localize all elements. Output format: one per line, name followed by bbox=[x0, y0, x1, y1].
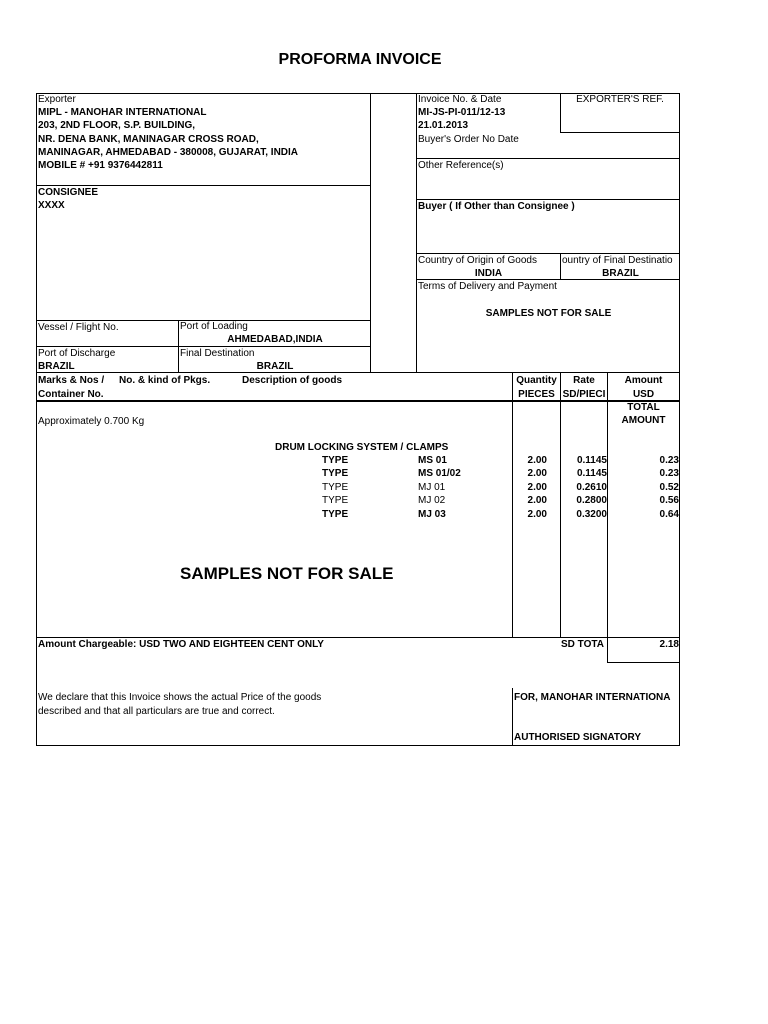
item-qty: 2.00 bbox=[527, 482, 547, 493]
origin-value: INDIA bbox=[474, 268, 503, 279]
item-rate: 0.2800 bbox=[576, 495, 607, 506]
item-qty: 2.00 bbox=[527, 468, 547, 479]
invoice-label: Invoice No. & Date bbox=[418, 94, 502, 105]
item-rate: 0.1145 bbox=[576, 455, 607, 466]
port-discharge-value: BRAZIL bbox=[38, 361, 75, 372]
item-amount: 0.56 bbox=[659, 495, 679, 506]
consignee-value: XXXX bbox=[38, 200, 65, 211]
port-loading-label: Port of Loading bbox=[180, 321, 248, 332]
header-total-amount: AMOUNT bbox=[621, 415, 666, 426]
header-amount: Amount bbox=[624, 375, 663, 386]
header-description: Description of goods bbox=[242, 375, 342, 386]
item-qty: 2.00 bbox=[527, 495, 547, 506]
invoice-number: MI-JS-PI-011/12-13 bbox=[418, 107, 506, 118]
destination-country-label: ountry of Final Destinatio bbox=[562, 255, 673, 266]
port-discharge-label: Port of Discharge bbox=[38, 348, 116, 359]
header-container: Container No. bbox=[38, 389, 104, 400]
exporter-line: MOBILE # +91 9376442811 bbox=[38, 160, 163, 171]
consignee-label: CONSIGNEE bbox=[38, 187, 99, 198]
port-loading-value: AHMEDABAD,INDIA bbox=[227, 334, 323, 345]
item-amount: 0.52 bbox=[659, 482, 679, 493]
item-amount: 0.23 bbox=[659, 455, 679, 466]
header-rate-unit: SD/PIECI bbox=[562, 389, 606, 400]
item-model: MS 01 bbox=[418, 455, 447, 466]
item-rate: 0.1145 bbox=[576, 468, 607, 479]
item-type: TYPE bbox=[322, 509, 349, 520]
item-rate: 0.2610 bbox=[576, 482, 607, 493]
buyers-order: Buyer's Order No Date bbox=[418, 134, 519, 145]
exporter-line: MIPL - MANOHAR INTERNATIONAL bbox=[38, 107, 207, 118]
header-rate: Rate bbox=[573, 375, 595, 386]
authorised-signatory: AUTHORISED SIGNATORY bbox=[514, 732, 642, 743]
item-type: TYPE bbox=[322, 482, 349, 493]
header-marks: Marks & Nos / bbox=[38, 375, 105, 386]
exporter-line: MANINAGAR, AHMEDABAD - 380008, GUJARAT, INDIA bbox=[38, 147, 299, 158]
item-type: TYPE bbox=[322, 495, 349, 506]
item-model: MJ 03 bbox=[418, 509, 446, 520]
item-qty: 2.00 bbox=[527, 455, 547, 466]
exporters-ref: EXPORTER'S REF. bbox=[576, 94, 664, 105]
item-model: MJ 02 bbox=[418, 495, 446, 506]
item-type: TYPE bbox=[322, 468, 349, 479]
item-model: MJ 01 bbox=[418, 482, 446, 493]
header-pieces: PIECES bbox=[518, 389, 555, 400]
vessel-label: Vessel / Flight No. bbox=[38, 322, 119, 333]
for-company: FOR, MANOHAR INTERNATIONA bbox=[514, 692, 671, 703]
exporter-label: Exporter bbox=[38, 94, 76, 105]
item-amount: 0.23 bbox=[659, 468, 679, 479]
terms-label: Terms of Delivery and Payment bbox=[418, 281, 557, 292]
invoice-date: 21.01.2013 bbox=[418, 120, 469, 131]
destination-country-value: BRAZIL bbox=[602, 268, 639, 279]
header-amount-unit: USD bbox=[632, 389, 655, 400]
total-label: SD TOTA bbox=[561, 639, 604, 650]
header-quantity: Quantity bbox=[516, 375, 557, 386]
samples-note: SAMPLES NOT FOR SALE bbox=[180, 564, 394, 583]
header-kind: No. & kind of Pkgs. bbox=[119, 375, 211, 386]
goods-title: DRUM LOCKING SYSTEM / CLAMPS bbox=[275, 442, 449, 453]
exporter-line: NR. DENA BANK, MANINAGAR CROSS ROAD, bbox=[38, 134, 259, 145]
weight-note: Approximately 0.700 Kg bbox=[38, 416, 145, 427]
origin-label: Country of Origin of Goods bbox=[418, 255, 537, 266]
buyer-label: Buyer ( If Other than Consignee ) bbox=[418, 201, 575, 212]
item-type: TYPE bbox=[322, 455, 349, 466]
declaration-line: We declare that this Invoice shows the actual Price of the goods bbox=[38, 692, 322, 703]
item-model: MS 01/02 bbox=[418, 468, 461, 479]
terms-value: SAMPLES NOT FOR SALE bbox=[485, 308, 612, 319]
total-value: 2.18 bbox=[659, 639, 679, 650]
other-reference: Other Reference(s) bbox=[418, 160, 504, 171]
amount-chargeable: Amount Chargeable: USD TWO AND EIGHTEEN CENT ONLY bbox=[38, 639, 324, 650]
item-rate: 0.3200 bbox=[576, 509, 607, 520]
page-title: PROFORMA INVOICE bbox=[278, 51, 442, 68]
item-qty: 2.00 bbox=[527, 509, 547, 520]
header-total: TOTAL bbox=[627, 402, 660, 413]
exporter-line: 203, 2ND FLOOR, S.P. BUILDING, bbox=[38, 120, 196, 131]
final-destination-label: Final Destination bbox=[180, 348, 255, 359]
item-amount: 0.64 bbox=[659, 509, 679, 520]
final-destination-value: BRAZIL bbox=[256, 361, 294, 372]
declaration-line: described and that all particulars are true and correct. bbox=[38, 706, 275, 717]
